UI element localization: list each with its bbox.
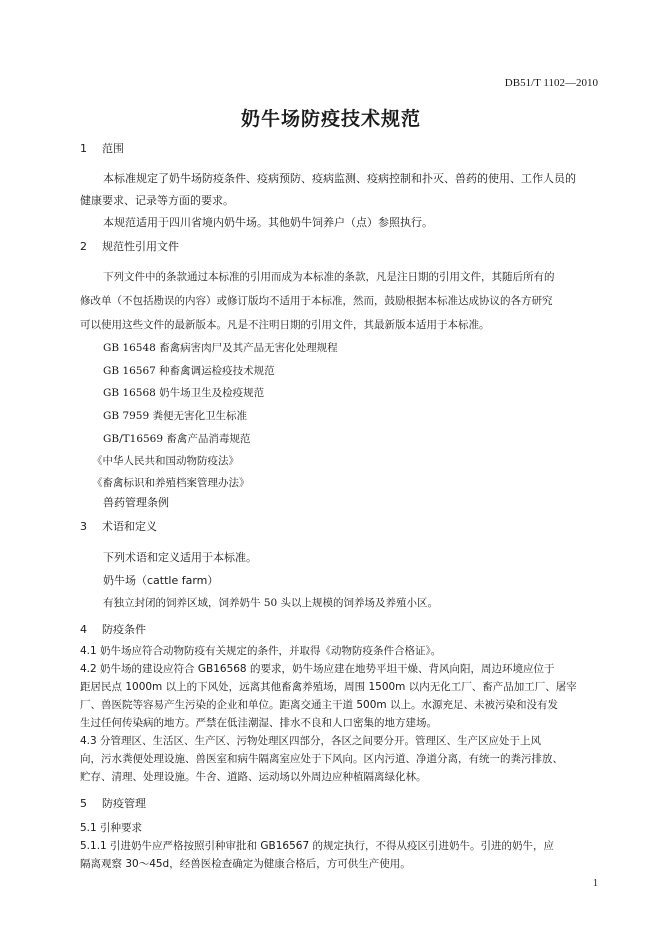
section-2-para-line-1: 下列文件中的条款通过本标准的引用而成为本标准的条款，凡是注日期的引用文件，其随后所有的 bbox=[103, 271, 555, 283]
section-5-number: 5 bbox=[80, 797, 87, 810]
section-3-number: 3 bbox=[80, 520, 87, 533]
clause-4-3-line-3: 贮存、清理、处理设施。牛舍、道路、运动场以外周边应种植隔离绿化林。 bbox=[80, 771, 427, 783]
term-name: 奶牛场（cattle farm） bbox=[103, 574, 219, 587]
section-2-title: 规范性引用文件 bbox=[102, 240, 179, 253]
reference-item: 《中华人民共和国动物防疫法》 bbox=[92, 455, 239, 467]
reference-item: GB 16548 畜禽病害肉尸及其产品无害化处理规程 bbox=[103, 342, 338, 354]
term-definition: 有独立封闭的饲养区域，饲养奶牛 50 头以上规模的饲养场及养殖小区。 bbox=[103, 597, 439, 609]
clause-4-2-line-3: 厂、兽医院等容易产生污染的企业和单位。距离交通主干道 500m 以上。水源充足、未被污染和没有发 bbox=[80, 699, 558, 711]
clause-4-1: 4.1 奶牛场应符合动物防疫有关规定的条件，并取得《动物防疫条件合格证》。 bbox=[80, 645, 442, 657]
section-1-heading bbox=[80, 140, 124, 156]
clause-4-3-line-1: 4.3 分管理区、生活区、生产区、污物处理区四部分，各区之间要分开。管理区、生产区应处于上风 bbox=[80, 735, 542, 747]
section-1-para-2: 本规范适用于四川省境内奶牛场。其他奶牛饲养户（点）参照执行。 bbox=[103, 216, 433, 229]
reference-item: 兽药管理条例 bbox=[103, 496, 169, 509]
section-4-title: 防疫条件 bbox=[102, 623, 146, 636]
section-1-para-1-line-2: 健康要求、记录等方面的要求。 bbox=[80, 194, 234, 207]
section-5-heading bbox=[80, 795, 146, 811]
clause-4-2-line-4: 生过任何传染病的地方。严禁在低洼潮湿、排水不良和人口密集的地方建场。 bbox=[80, 717, 437, 729]
page-number: 1 bbox=[593, 878, 598, 889]
section-2-heading bbox=[80, 238, 179, 254]
standard-number: DB51/T 1102—2010 bbox=[504, 77, 598, 89]
section-1-title: 范围 bbox=[102, 142, 124, 155]
clause-4-2-line-1: 4.2 奶牛场的建设应符合 GB16568 的要求，奶牛场应建在地势平坦干燥、背风向阳，周边环境应位于 bbox=[80, 663, 555, 675]
subsection-5-1: 5.1 引种要求 bbox=[80, 822, 143, 834]
reference-item: GB 7959 粪便无害化卫生标准 bbox=[103, 410, 248, 422]
clause-5-1-1-line-1: 5.1.1 引进奶牛应严格按照引种审批和 GB16567 的规定执行，不得从疫区引进奶牛。引进的奶牛，应 bbox=[80, 840, 554, 852]
clause-4-2-line-2: 距居民点 1000m 以上的下风处，远离其他畜禽养殖场，周围 1500m 以内无化工厂、畜产品加工厂、屠宰 bbox=[80, 681, 577, 693]
section-4-heading bbox=[80, 621, 146, 637]
reference-item: 《畜禽标识和养殖档案管理办法》 bbox=[92, 477, 250, 489]
section-2-para-line-3: 可以使用这些文件的最新版本。凡是不注明日期的引用文件，其最新版本适用于本标准。 bbox=[80, 319, 490, 331]
section-1-para-1-line-1: 本标准规定了奶牛场防疫条件、疫病预防、疫病监测、疫病控制和扑灭、兽药的使用、工作人员的 bbox=[103, 172, 576, 185]
section-4-number: 4 bbox=[80, 623, 87, 636]
section-3-title: 术语和定义 bbox=[102, 520, 157, 533]
clause-5-1-1-line-2: 隔离观察 30～45d，经兽医检查确定为健康合格后，方可供生产使用。 bbox=[80, 858, 411, 870]
reference-item: GB/T16569 畜禽产品消毒规范 bbox=[103, 433, 251, 445]
document-title: 奶牛场防疫技术规范 bbox=[240, 108, 421, 130]
section-2-para-line-2: 修改单（不包括勘误的内容）或修订版均不适用于本标准，然而，鼓励根据本标准达成协议的各方研究 bbox=[80, 295, 553, 307]
clause-4-3-line-2: 向，污水粪便处理设施、兽医室和病牛隔离室应处于下风向。区内污道、净道分离，有统一的粪污排放、 bbox=[80, 753, 563, 765]
section-3-heading bbox=[80, 518, 157, 534]
section-1-number: 1 bbox=[80, 142, 87, 155]
section-5-title: 防疫管理 bbox=[102, 797, 146, 810]
section-2-number: 2 bbox=[80, 240, 87, 253]
reference-item: GB 16568 奶牛场卫生及检疫规范 bbox=[103, 387, 265, 399]
reference-item: GB 16567 种畜禽调运检疫技术规范 bbox=[103, 365, 275, 377]
section-3-intro: 下列术语和定义适用于本标准。 bbox=[103, 551, 257, 564]
